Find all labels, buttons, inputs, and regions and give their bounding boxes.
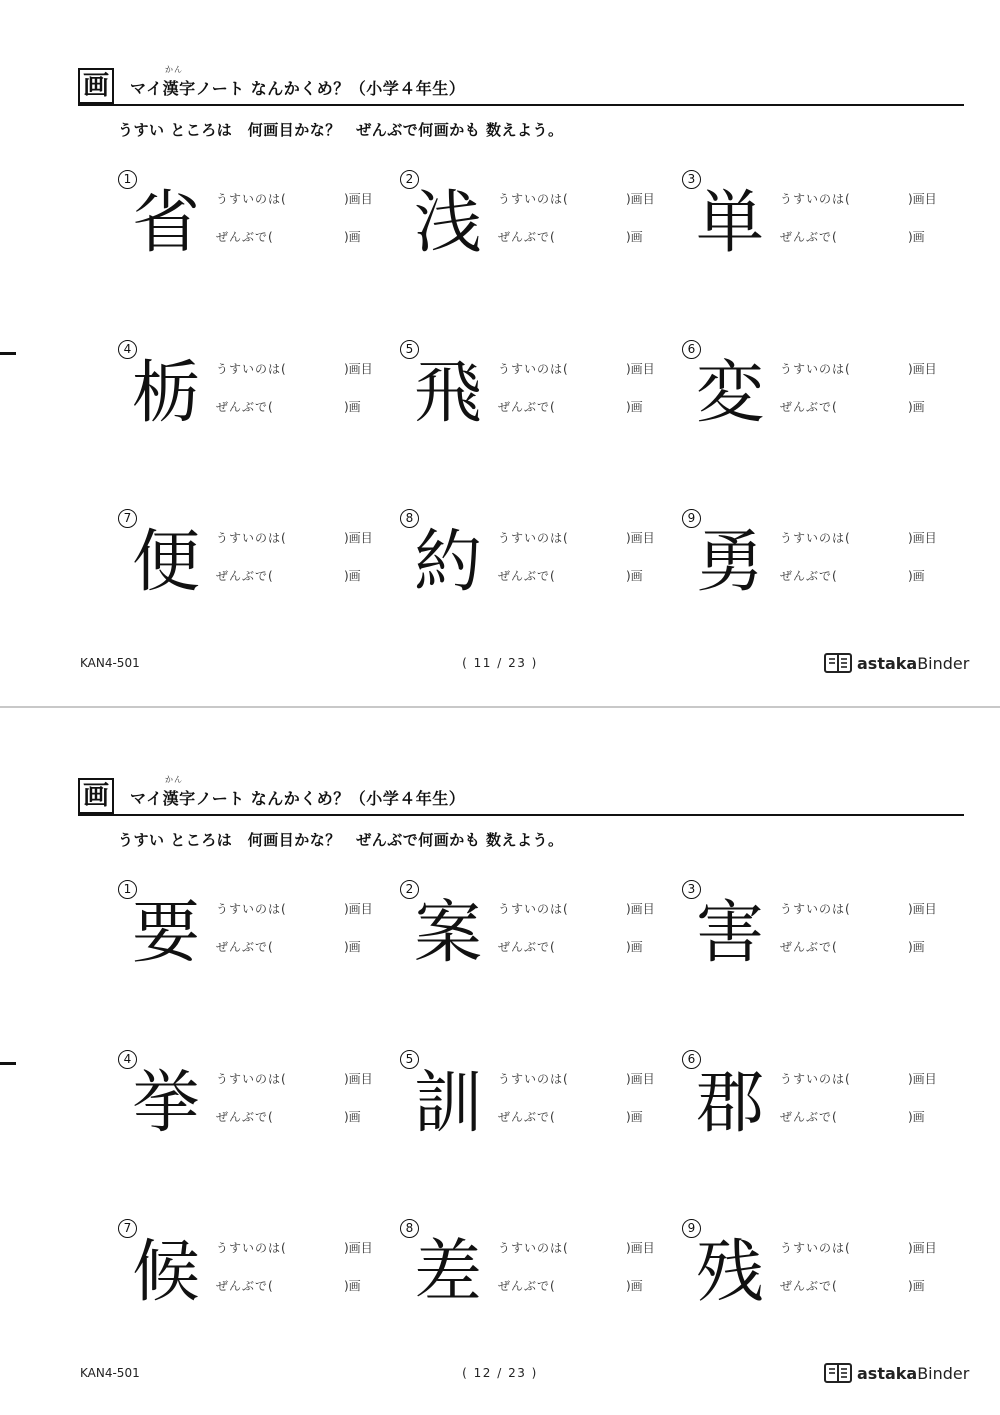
- answer-unit: )画: [908, 230, 925, 244]
- highlighted-stroke-answer: [216, 1239, 386, 1257]
- answer-unit: )画目: [626, 1241, 655, 1255]
- highlighted-stroke-answer: [216, 190, 386, 208]
- highlighted-stroke-answer: [780, 360, 950, 378]
- open-book-icon: [824, 652, 852, 674]
- answer-unit: )画: [626, 1279, 643, 1293]
- worksheet-title: マイ漢字ノート なんかくめ？（小学４年生）: [130, 79, 466, 98]
- answer-unit: )画目: [626, 902, 655, 916]
- highlighted-stroke-answer: [498, 360, 668, 378]
- answer-label: ぜんぶで(: [780, 1110, 838, 1124]
- answer-unit: )画目: [344, 192, 373, 206]
- kanji-question: [400, 1050, 680, 1160]
- answer-label: うすいのは(: [498, 902, 569, 916]
- kanji-character: 候: [131, 1233, 200, 1312]
- answer-unit: )画目: [908, 902, 937, 916]
- answer-label: ぜんぶで(: [216, 1110, 274, 1124]
- question-number: 4: [118, 340, 137, 359]
- worksheet-code: KAN4-501: [80, 656, 140, 670]
- kanji-character: 害: [695, 894, 764, 973]
- answer-unit: )画目: [344, 902, 373, 916]
- answer-label: ぜんぶで(: [780, 230, 838, 244]
- answer-label: うすいのは(: [498, 192, 569, 206]
- question-number: 8: [400, 1219, 419, 1238]
- answer-label: うすいのは(: [216, 362, 287, 376]
- question-number: 1: [118, 170, 137, 189]
- answer-unit: )画: [344, 1110, 361, 1124]
- title-ruby: かん: [165, 775, 183, 784]
- total-strokes-answer: [498, 398, 668, 416]
- answer-label: ぜんぶで(: [216, 1279, 274, 1293]
- stroke-count-icon: 画: [78, 778, 114, 814]
- kanji-character: 差: [413, 1233, 482, 1312]
- answer-label: ぜんぶで(: [498, 940, 556, 954]
- answer-unit: )画: [626, 230, 643, 244]
- question-number: 9: [682, 509, 701, 528]
- kanji-character: 約: [413, 523, 482, 602]
- question-number: 5: [400, 1050, 419, 1069]
- highlighted-stroke-answer: [498, 190, 668, 208]
- margin-mark: [0, 352, 16, 355]
- kanji-question: [400, 509, 680, 619]
- answer-label: ぜんぶで(: [498, 400, 556, 414]
- question-number: 3: [682, 880, 701, 899]
- answer-label: ぜんぶで(: [780, 400, 838, 414]
- answer-unit: )画: [908, 940, 925, 954]
- answer-label: うすいのは(: [498, 1072, 569, 1086]
- total-strokes-answer: [498, 567, 668, 585]
- total-strokes-answer: [780, 228, 950, 246]
- answer-label: うすいのは(: [216, 1241, 287, 1255]
- answer-unit: )画: [344, 940, 361, 954]
- answer-label: うすいのは(: [498, 1241, 569, 1255]
- kanji-question: [682, 340, 962, 450]
- answer-label: うすいのは(: [780, 531, 851, 545]
- worksheet-title: マイ漢字ノート なんかくめ？（小学４年生）: [130, 789, 466, 808]
- answer-unit: )画目: [908, 1072, 937, 1086]
- total-strokes-answer: [780, 938, 950, 956]
- answer-unit: )画: [626, 1110, 643, 1124]
- answer-label: ぜんぶで(: [216, 230, 274, 244]
- answer-unit: )画: [344, 1279, 361, 1293]
- total-strokes-answer: [498, 1277, 668, 1295]
- question-number: 2: [400, 170, 419, 189]
- margin-mark: [0, 1062, 16, 1065]
- highlighted-stroke-answer: [216, 900, 386, 918]
- answer-label: ぜんぶで(: [498, 569, 556, 583]
- kanji-question: [400, 340, 680, 450]
- highlighted-stroke-answer: [780, 529, 950, 547]
- highlighted-stroke-answer: [780, 1070, 950, 1088]
- answer-unit: )画目: [626, 192, 655, 206]
- kanji-question: [118, 1219, 398, 1329]
- answer-label: ぜんぶで(: [780, 940, 838, 954]
- answer-label: うすいのは(: [780, 1241, 851, 1255]
- answer-unit: )画目: [344, 531, 373, 545]
- answer-unit: )画目: [908, 1241, 937, 1255]
- title-ruby: かん: [165, 65, 183, 74]
- title-rule: [78, 814, 964, 816]
- answer-label: ぜんぶで(: [780, 569, 838, 583]
- instruction-text: うすい ところは 何画目かな？ ぜんぶで何画かも 数えよう。: [118, 121, 564, 139]
- kanji-character: 浅: [413, 184, 482, 263]
- kanji-character: 変: [695, 354, 764, 433]
- kanji-question: [118, 880, 398, 990]
- answer-unit: )画: [344, 400, 361, 414]
- answer-unit: )画: [908, 569, 925, 583]
- kanji-question: [682, 1050, 962, 1160]
- question-number: 4: [118, 1050, 137, 1069]
- answer-unit: )画目: [908, 531, 937, 545]
- total-strokes-answer: [216, 1277, 386, 1295]
- answer-unit: )画: [908, 1110, 925, 1124]
- total-strokes-answer: [780, 1108, 950, 1126]
- kanji-character: 案: [413, 894, 482, 973]
- answer-unit: )画目: [908, 192, 937, 206]
- answer-unit: )画目: [344, 1072, 373, 1086]
- answer-label: ぜんぶで(: [216, 569, 274, 583]
- answer-unit: )画目: [908, 362, 937, 376]
- instruction-text: うすい ところは 何画目かな？ ぜんぶで何画かも 数えよう。: [118, 831, 564, 849]
- answer-label: ぜんぶで(: [216, 940, 274, 954]
- kanji-character: 挙: [131, 1064, 200, 1143]
- kanji-character: 省: [131, 184, 200, 263]
- answer-label: うすいのは(: [216, 531, 287, 545]
- total-strokes-answer: [216, 567, 386, 585]
- worksheet-page-12: [0, 710, 1000, 1414]
- highlighted-stroke-answer: [498, 529, 668, 547]
- kanji-character: 勇: [695, 523, 764, 602]
- kanji-character: 残: [695, 1233, 764, 1312]
- kanji-question: [682, 170, 962, 280]
- question-number: 6: [682, 340, 701, 359]
- answer-label: うすいのは(: [780, 902, 851, 916]
- total-strokes-answer: [498, 228, 668, 246]
- highlighted-stroke-answer: [780, 1239, 950, 1257]
- question-number: 7: [118, 509, 137, 528]
- kanji-question: [682, 509, 962, 619]
- answer-unit: )画: [626, 940, 643, 954]
- kanji-character: 訓: [413, 1064, 482, 1143]
- question-number: 6: [682, 1050, 701, 1069]
- highlighted-stroke-answer: [780, 190, 950, 208]
- highlighted-stroke-answer: [216, 529, 386, 547]
- answer-unit: )画: [344, 230, 361, 244]
- total-strokes-answer: [498, 1108, 668, 1126]
- total-strokes-answer: [216, 938, 386, 956]
- question-number: 8: [400, 509, 419, 528]
- answer-label: ぜんぶで(: [498, 1279, 556, 1293]
- kanji-question: [118, 170, 398, 280]
- answer-unit: )画: [908, 400, 925, 414]
- answer-label: ぜんぶで(: [216, 400, 274, 414]
- question-number: 1: [118, 880, 137, 899]
- answer-label: うすいのは(: [780, 362, 851, 376]
- kanji-question: [400, 1219, 680, 1329]
- kanji-question: [400, 170, 680, 280]
- answer-label: うすいのは(: [498, 531, 569, 545]
- answer-label: うすいのは(: [216, 902, 287, 916]
- answer-label: うすいのは(: [216, 1072, 287, 1086]
- question-number: 9: [682, 1219, 701, 1238]
- total-strokes-answer: [216, 398, 386, 416]
- highlighted-stroke-answer: [498, 1070, 668, 1088]
- answer-unit: )画目: [626, 1072, 655, 1086]
- worksheet-code: KAN4-501: [80, 1366, 140, 1380]
- total-strokes-answer: [216, 1108, 386, 1126]
- answer-unit: )画: [626, 569, 643, 583]
- highlighted-stroke-answer: [498, 900, 668, 918]
- answer-unit: )画: [908, 1279, 925, 1293]
- page-number: ( 11 / 23 ): [462, 656, 538, 670]
- brand-name: astakaBinder: [857, 654, 970, 673]
- answer-label: うすいのは(: [780, 192, 851, 206]
- open-book-icon: [824, 1362, 852, 1384]
- question-number: 7: [118, 1219, 137, 1238]
- total-strokes-answer: [780, 1277, 950, 1295]
- answer-unit: )画: [626, 400, 643, 414]
- answer-unit: )画目: [626, 362, 655, 376]
- kanji-question: [400, 880, 680, 990]
- question-number: 2: [400, 880, 419, 899]
- highlighted-stroke-answer: [498, 1239, 668, 1257]
- answer-label: ぜんぶで(: [780, 1279, 838, 1293]
- total-strokes-answer: [216, 228, 386, 246]
- kanji-question: [682, 880, 962, 990]
- question-number: 3: [682, 170, 701, 189]
- kanji-character: 単: [695, 184, 764, 263]
- kanji-question: [682, 1219, 962, 1329]
- kanji-character: 要: [131, 894, 200, 973]
- answer-unit: )画: [344, 569, 361, 583]
- total-strokes-answer: [780, 567, 950, 585]
- highlighted-stroke-answer: [780, 900, 950, 918]
- worksheet-page-11: [0, 0, 1000, 704]
- question-number: 5: [400, 340, 419, 359]
- answer-label: ぜんぶで(: [498, 230, 556, 244]
- answer-unit: )画目: [344, 362, 373, 376]
- brand-name: astakaBinder: [857, 1364, 970, 1383]
- highlighted-stroke-answer: [216, 360, 386, 378]
- page-number: ( 12 / 23 ): [462, 1366, 538, 1380]
- total-strokes-answer: [498, 938, 668, 956]
- title-rule: [78, 104, 964, 106]
- kanji-character: 栃: [131, 354, 200, 433]
- kanji-character: 便: [131, 523, 200, 602]
- kanji-character: 飛: [413, 354, 482, 433]
- page-divider: [0, 706, 1000, 708]
- stroke-count-icon: 画: [78, 68, 114, 104]
- kanji-question: [118, 1050, 398, 1160]
- total-strokes-answer: [780, 398, 950, 416]
- answer-label: うすいのは(: [780, 1072, 851, 1086]
- kanji-question: [118, 509, 398, 619]
- answer-unit: )画目: [626, 531, 655, 545]
- highlighted-stroke-answer: [216, 1070, 386, 1088]
- answer-label: うすいのは(: [216, 192, 287, 206]
- answer-label: うすいのは(: [498, 362, 569, 376]
- kanji-question: [118, 340, 398, 450]
- answer-unit: )画目: [344, 1241, 373, 1255]
- answer-label: ぜんぶで(: [498, 1110, 556, 1124]
- kanji-character: 郡: [695, 1064, 764, 1143]
